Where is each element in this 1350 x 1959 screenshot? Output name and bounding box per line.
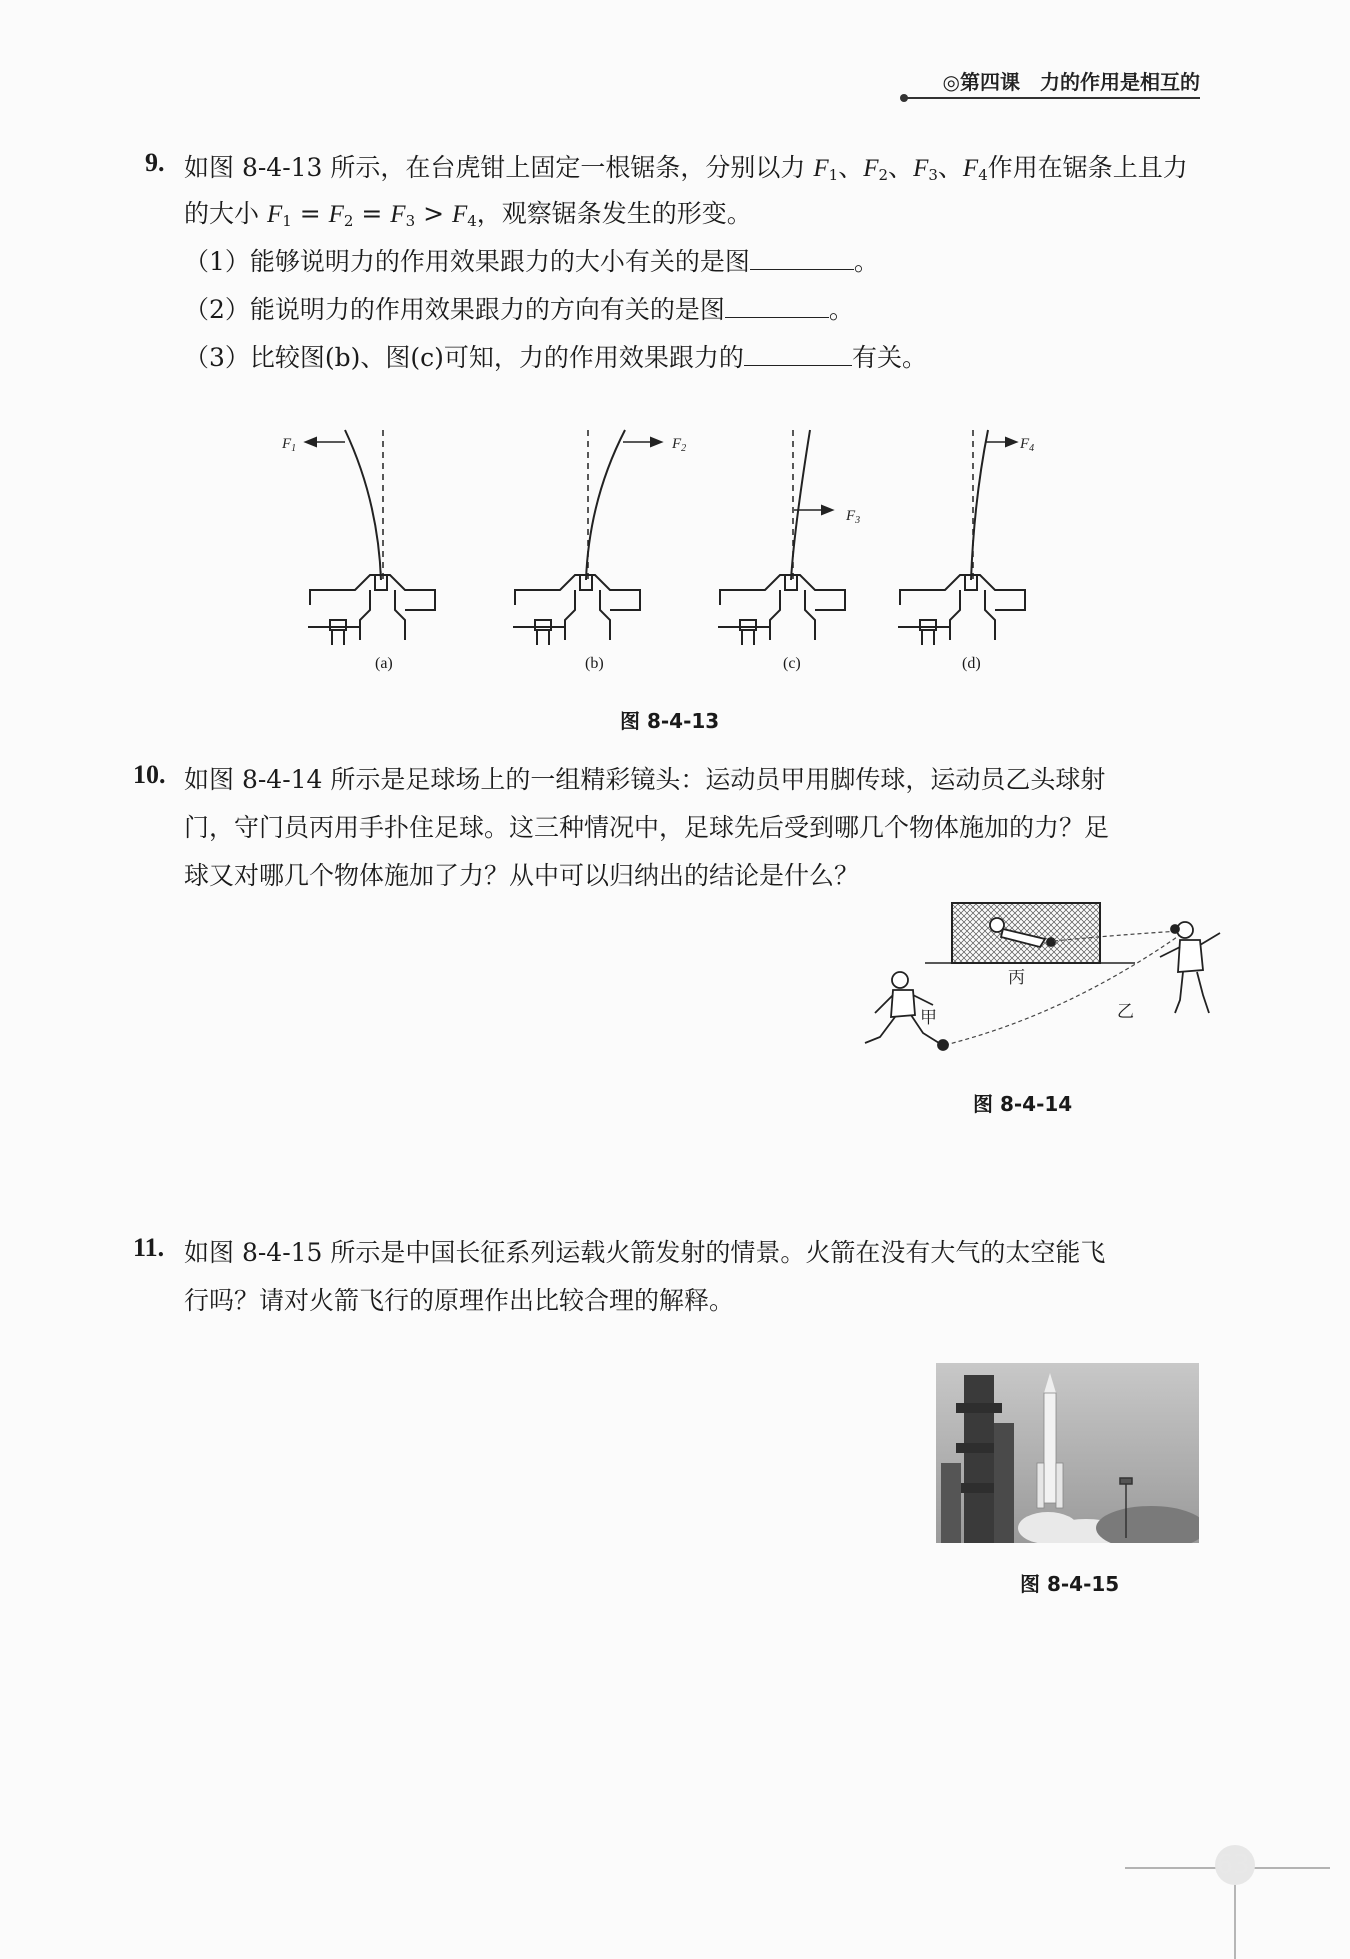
question-10-line-3: 球又对哪几个物体施加了力？从中可以归纳出的结论是什么？ (184, 861, 860, 890)
question-11-line-1: 如图 8-4-15 所示是中国长征系列运载火箭发射的情景。火箭在没有大气的太空能飞 (184, 1238, 1106, 1267)
panel-d-saw (898, 430, 1025, 645)
figure-8-4-15-caption: 图 8-4-15 (1020, 1572, 1120, 1596)
label-yi: 乙 (1117, 1002, 1134, 1021)
force-f4-label: $F_4$ (1020, 436, 1035, 454)
panel-b-saw (513, 430, 661, 645)
q9-line2-text-end: ，观察锯条发生的形变。 (476, 199, 752, 228)
force-f1-label: $F_1$ (282, 436, 297, 454)
q9-sub1-end: 。 (853, 247, 879, 276)
running-header: ◎第四课 力的作用是相互的 (942, 70, 1200, 94)
rocket-launch-photo (936, 1363, 1199, 1543)
figure-8-4-14 (835, 895, 1245, 1060)
q9-sub2-blank[interactable] (725, 295, 829, 318)
header-dot (900, 94, 908, 102)
label-jia: 甲 (920, 1008, 937, 1027)
question-9-sub-2 (184, 290, 854, 326)
force-f3-label: $F_3$ (846, 508, 861, 526)
question-10-number: 10. (133, 760, 166, 789)
figure-8-4-14-caption: 图 8-4-14 (973, 1092, 1073, 1116)
q9-line2-text: 的大小 (184, 199, 267, 228)
q9-sub1-blank[interactable] (750, 247, 854, 270)
question-10-line-1: 如图 8-4-14 所示是足球场上的一组精彩镜头：运动员甲用脚传球，运动员乙头球射 (184, 765, 1106, 794)
question-10-line-2: 门，守门员丙用手扑住足球。这三种情况中，足球先后受到哪几个物体施加的力？足 (184, 813, 1110, 842)
question-9-sub-1 (184, 242, 879, 278)
question-11-line-2: 行吗？请对火箭飞行的原理作出比较合理的解释。 (184, 1286, 735, 1315)
panel-a-saw (306, 430, 435, 645)
goal-net (925, 903, 1135, 963)
question-9-sub-3 (184, 338, 927, 374)
page-number: 63 (1216, 1850, 1250, 1880)
q9-sub3-text: （3）比较图(b)、图(c)可知，力的作用效果跟力的 (184, 343, 744, 372)
panel-label-c: (c) (783, 655, 801, 672)
figure-8-4-13 (270, 420, 1070, 660)
q9-sub3-end: 有关。 (851, 343, 927, 372)
q9-sub1-text: （1）能够说明力的作用效果跟力的大小有关的是图 (184, 247, 750, 276)
question-9-line-2: 的大小 $F_1 = F_2 = F_3 > F_4$，观察锯条发生的形变。 (184, 199, 752, 230)
label-bing: 丙 (1008, 968, 1025, 987)
panel-c-saw (718, 430, 845, 645)
q9-line1-text-end: 作用在锯条上且力 (987, 153, 1188, 182)
player-yi (1160, 922, 1220, 1013)
q9-sub2-end: 。 (828, 295, 854, 324)
panel-label-a: (a) (375, 655, 393, 672)
figure-8-4-13-caption: 图 8-4-13 (620, 709, 720, 733)
panel-label-b: (b) (585, 655, 604, 672)
q9-line1-text: 如图 8-4-13 所示，在台虎钳上固定一根锯条，分别以力 (184, 153, 814, 182)
force-f2-label: $F_2$ (672, 436, 687, 454)
q9-sub2-text: （2）能说明力的作用效果跟力的方向有关的是图 (184, 295, 725, 324)
question-9-line-1: 如图 8-4-13 所示，在台虎钳上固定一根锯条，分别以力 $F_1$、$F_2$、$F_3$、$F_4$作用在锯条上且力 (184, 153, 1188, 184)
header-rule (905, 97, 1200, 99)
q9-sub3-blank[interactable] (744, 343, 852, 366)
question-9-number: 9. (145, 148, 165, 177)
question-11-number: 11. (133, 1233, 165, 1262)
panel-label-d: (d) (962, 655, 981, 672)
